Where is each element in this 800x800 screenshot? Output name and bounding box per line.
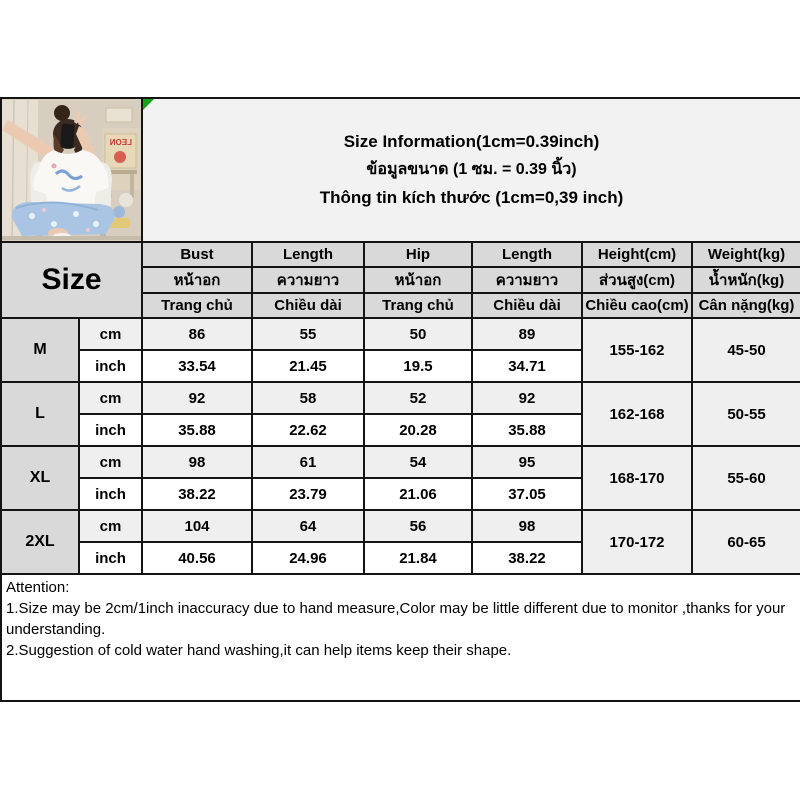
size-label-xl: XL: [1, 446, 79, 510]
l-length1-cm: 58: [252, 382, 364, 414]
size-info-title-en: Size Information(1cm=0.39inch): [343, 132, 600, 151]
col-header-length2-en: Length: [472, 242, 582, 267]
xl-bust-cm: 98: [142, 446, 252, 478]
col-header-hip-th: หน้าอก: [364, 267, 472, 293]
size-table: [0, 97, 800, 702]
col-header-length1-vi: Chiều dài: [252, 293, 364, 318]
xl-length1-cm: 61: [252, 446, 364, 478]
m-bust-cm: 86: [142, 318, 252, 350]
col-header-height-vi: Chiều cao(cm): [582, 293, 692, 318]
col-header-length1-th: ความยาว: [252, 267, 364, 293]
product-photo: [2, 100, 141, 240]
col-header-weight-en: Weight(kg): [692, 242, 800, 267]
xl-height-range: 168-170: [582, 446, 692, 510]
unit-inch: inch: [79, 478, 142, 510]
m-height-range: 155-162: [582, 318, 692, 382]
unit-cm: cm: [79, 510, 142, 542]
xl-hip-cm: 54: [364, 446, 472, 478]
photo-box-text: LEON: [109, 138, 132, 147]
col-header-bust-th: หน้าอก: [142, 267, 252, 293]
xl-bust-inch: 38.22: [142, 478, 252, 510]
unit-cm: cm: [79, 318, 142, 350]
m-length1-inch: 21.45: [252, 350, 364, 382]
size-header: Size: [1, 242, 142, 318]
col-header-height-th: ส่วนสูง(cm): [582, 267, 692, 293]
size-info-title-th: ข้อมูลขนาด (1 ซม. = 0.39 นิ้ว): [366, 161, 577, 178]
size-label-l: L: [1, 382, 79, 446]
unit-inch: inch: [79, 350, 142, 382]
m-length1-cm: 55: [252, 318, 364, 350]
l-length2-inch: 35.88: [472, 414, 582, 446]
unit-cm: cm: [79, 382, 142, 414]
m-hip-inch: 19.5: [364, 350, 472, 382]
col-header-weight-th: น้ำหนัก(kg): [692, 267, 800, 293]
size-label-2xl: 2XL: [1, 510, 79, 574]
m-weight-range: 45-50: [692, 318, 800, 382]
2xl-hip-cm: 56: [364, 510, 472, 542]
attention-line-2: 2.Suggestion of cold water hand washing,it can help items keep their shape.: [6, 642, 512, 659]
l-height-range: 162-168: [582, 382, 692, 446]
unit-inch: inch: [79, 542, 142, 574]
unit-cm: cm: [79, 446, 142, 478]
2xl-hip-inch: 21.84: [364, 542, 472, 574]
col-header-height-en: Height(cm): [582, 242, 692, 267]
l-bust-cm: 92: [142, 382, 252, 414]
2xl-bust-inch: 40.56: [142, 542, 252, 574]
l-length1-inch: 22.62: [252, 414, 364, 446]
2xl-height-range: 170-172: [582, 510, 692, 574]
photo-blue-item: [113, 206, 125, 218]
2xl-weight-range: 60-65: [692, 510, 800, 574]
size-info-title-vi: Thông tin kích thước (1cm=0,39 inch): [319, 188, 624, 207]
m-length2-cm: 89: [472, 318, 582, 350]
xl-length2-cm: 95: [472, 446, 582, 478]
2xl-length2-cm: 98: [472, 510, 582, 542]
attention-note: [1, 574, 800, 701]
photo-phone: [60, 124, 75, 149]
unit-inch: inch: [79, 414, 142, 446]
title-cell: [142, 98, 800, 242]
l-length2-cm: 92: [472, 382, 582, 414]
m-bust-inch: 33.54: [142, 350, 252, 382]
2xl-length2-inch: 38.22: [472, 542, 582, 574]
xl-length2-inch: 37.05: [472, 478, 582, 510]
2xl-length1-inch: 24.96: [252, 542, 364, 574]
col-header-length2-vi: Chiều dài: [472, 293, 582, 318]
photo-hair-bun: [54, 105, 70, 121]
photo-floor: [2, 236, 141, 240]
size-label-m: M: [1, 318, 79, 382]
col-header-hip-en: Hip: [364, 242, 472, 267]
m-length2-inch: 34.71: [472, 350, 582, 382]
l-bust-inch: 35.88: [142, 414, 252, 446]
col-header-bust-vi: Trang chủ: [142, 293, 252, 318]
2xl-bust-cm: 104: [142, 510, 252, 542]
attention-heading: Attention:: [6, 579, 70, 596]
l-weight-range: 50-55: [692, 382, 800, 446]
col-header-length1-en: Length: [252, 242, 364, 267]
photo-strawberry-item: [114, 151, 126, 163]
col-header-bust-en: Bust: [142, 242, 252, 267]
l-hip-inch: 20.28: [364, 414, 472, 446]
attention-line-1: 1.Size may be 2cm/1inch inaccuracy due to hand measure,Color may be little different due to monitor ,thanks for your understanding.: [6, 600, 786, 638]
product-photo-cell: [1, 98, 142, 242]
excel-corner-marker-icon: [143, 99, 154, 110]
l-hip-cm: 52: [364, 382, 472, 414]
col-header-weight-vi: Cân nặng(kg): [692, 293, 800, 318]
col-header-hip-vi: Trang chủ: [364, 293, 472, 318]
2xl-length1-cm: 64: [252, 510, 364, 542]
col-header-length2-th: ความยาว: [472, 267, 582, 293]
xl-hip-inch: 21.06: [364, 478, 472, 510]
xl-weight-range: 55-60: [692, 446, 800, 510]
xl-length1-inch: 23.79: [252, 478, 364, 510]
m-hip-cm: 50: [364, 318, 472, 350]
